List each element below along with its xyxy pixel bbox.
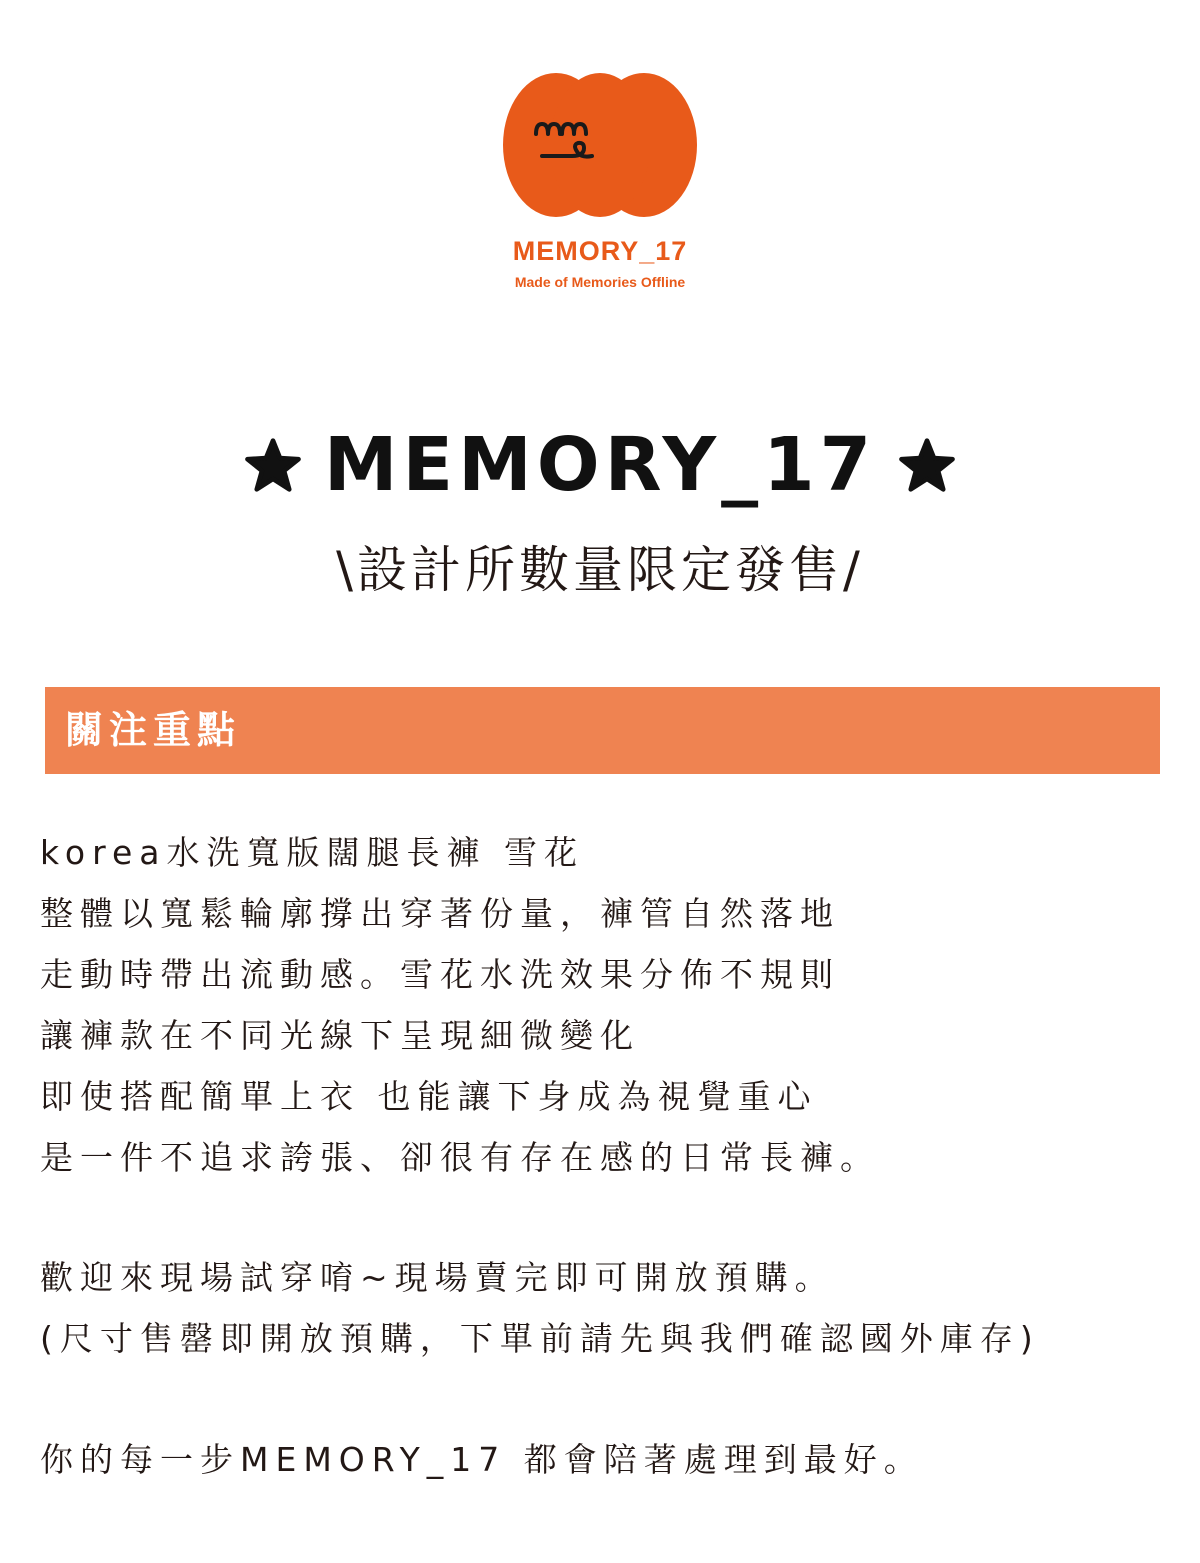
hero-subtitle: \設計所數量限定發售/ xyxy=(336,541,864,599)
description-line: korea水洗寬版闊腿長褲 雪花 xyxy=(40,833,584,872)
description-line: 整體以寬鬆輪廓撐出穿著份量，褲管自然落地 xyxy=(40,894,840,933)
product-description xyxy=(40,822,1160,1490)
invitation-line: 歡迎來現場試穿唷~現場賣完即可開放預購。 xyxy=(40,1258,835,1297)
brand-logo xyxy=(500,72,700,232)
preorder-note: (尺寸售罄即開放預購，下單前請先與我們確認國外庫存) xyxy=(40,1319,1040,1358)
section-header-bar xyxy=(45,687,1160,774)
description-line: 讓褲款在不同光線下呈現細微變化 xyxy=(40,1016,640,1055)
hero-title: MEMORY_17 xyxy=(323,422,877,508)
logo-wordmark: MEMORY_17 xyxy=(512,236,688,266)
description-line: 即使搭配簡單上衣 也能讓下身成為視覺重心 xyxy=(40,1077,818,1116)
star-icon xyxy=(244,436,302,494)
hero-heading xyxy=(0,420,1200,510)
closing-line: 你的每一步MEMORY_17 都會陪著處理到最好。 xyxy=(40,1440,924,1479)
section-title: 關注重點 xyxy=(65,708,242,752)
description-line: 是一件不追求誇張、卻很有存在感的日常長褲。 xyxy=(40,1138,880,1177)
logo-tagline: Made of Memories Offline xyxy=(514,274,686,290)
star-icon xyxy=(898,436,956,494)
description-line: 走動時帶出流動感。雪花水洗效果分佈不規則 xyxy=(40,955,840,994)
